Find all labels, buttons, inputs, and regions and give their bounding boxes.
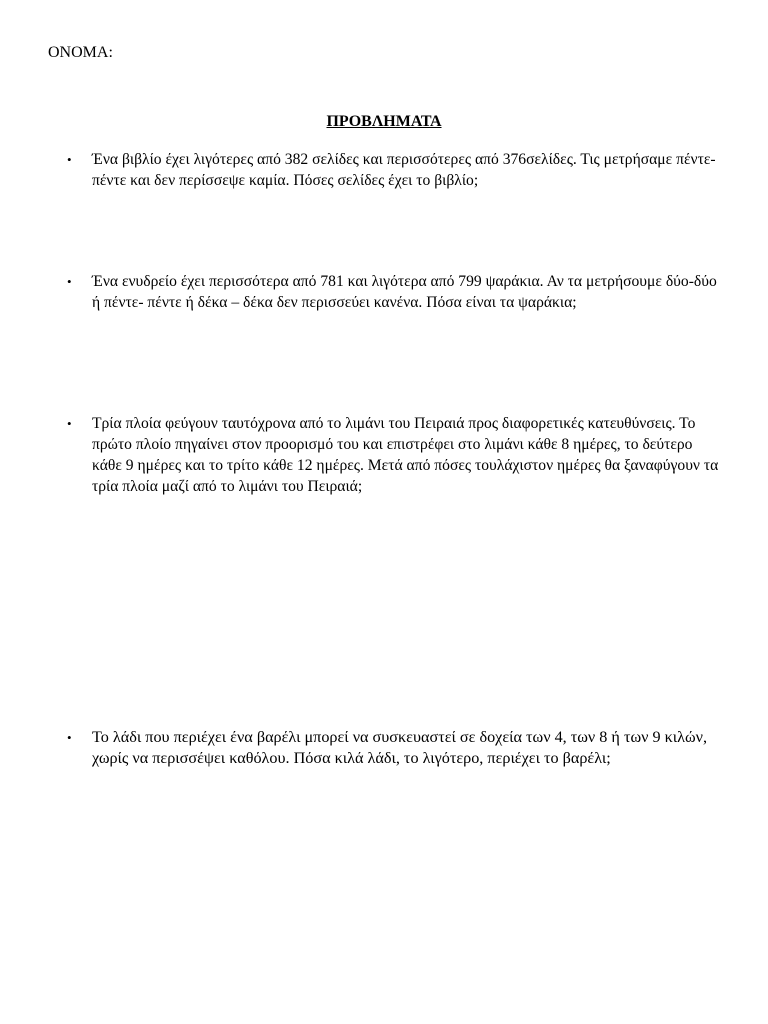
- problem-text: Το λάδι που περιέχει ένα βαρέλι μπορεί να συσκευαστεί σε δοχεία των 4, των 8 ή των 9 κιλών, χωρίς να περισσέψει καθόλου. Πόσα κιλά λάδι, το λιγότερο, περιέχει το βαρέλι;: [92, 728, 707, 767]
- bullet-icon: •: [67, 274, 72, 289]
- problem-text: Τρία πλοία φεύγουν ταυτόχρονα από το λιμάνι του Πειραιά προς διαφορετικές κατευθύνσεις. Το πρώτο πλοίο πηγαίνει στον προορισμό του και επιστρέφει στο λιμάνι κάθε 8 ημέρες, το δεύτερο κάθε 9 ημέρες και το τρίτο κάθε 12 ημέρες. Μετά από πόσες τουλάχιστον ημέρες θα ξαναφύγουν τα τρία πλοία μαζί από το λιμάνι του Πειραιά;: [92, 415, 719, 495]
- problem-item-4: [67, 727, 725, 769]
- problem-text: Ένα ενυδρείο έχει περισσότερα από 781 και λιγότερα από 799 ψαράκια. Αν τα μετρήσουμε δύο-δύο ή πέντε- πέντε ή δέκα – δέκα δεν περισσεύει κανένα. Πόσα είναι τα ψαράκια;: [92, 273, 717, 311]
- name-label: ΟΝΟΜΑ:: [48, 44, 113, 61]
- page-title: ΠΡΟΒΛΗΜΑΤΑ: [326, 113, 442, 130]
- bullet-icon: •: [67, 730, 72, 745]
- bullet-icon: •: [67, 416, 72, 431]
- problem-text: Ένα βιβλίο έχει λιγότερες από 382 σελίδες και περισσότερες από 376σελίδες. Τις μετρήσαμε πέντε-πέντε και δεν περίσσεψε καμία. Πόσες σελίδες έχει το βιβλίο;: [92, 151, 716, 189]
- problem-item-1: [67, 149, 725, 191]
- problem-item-3: [67, 413, 725, 497]
- bullet-icon: •: [67, 152, 72, 167]
- problem-item-2: [67, 271, 725, 313]
